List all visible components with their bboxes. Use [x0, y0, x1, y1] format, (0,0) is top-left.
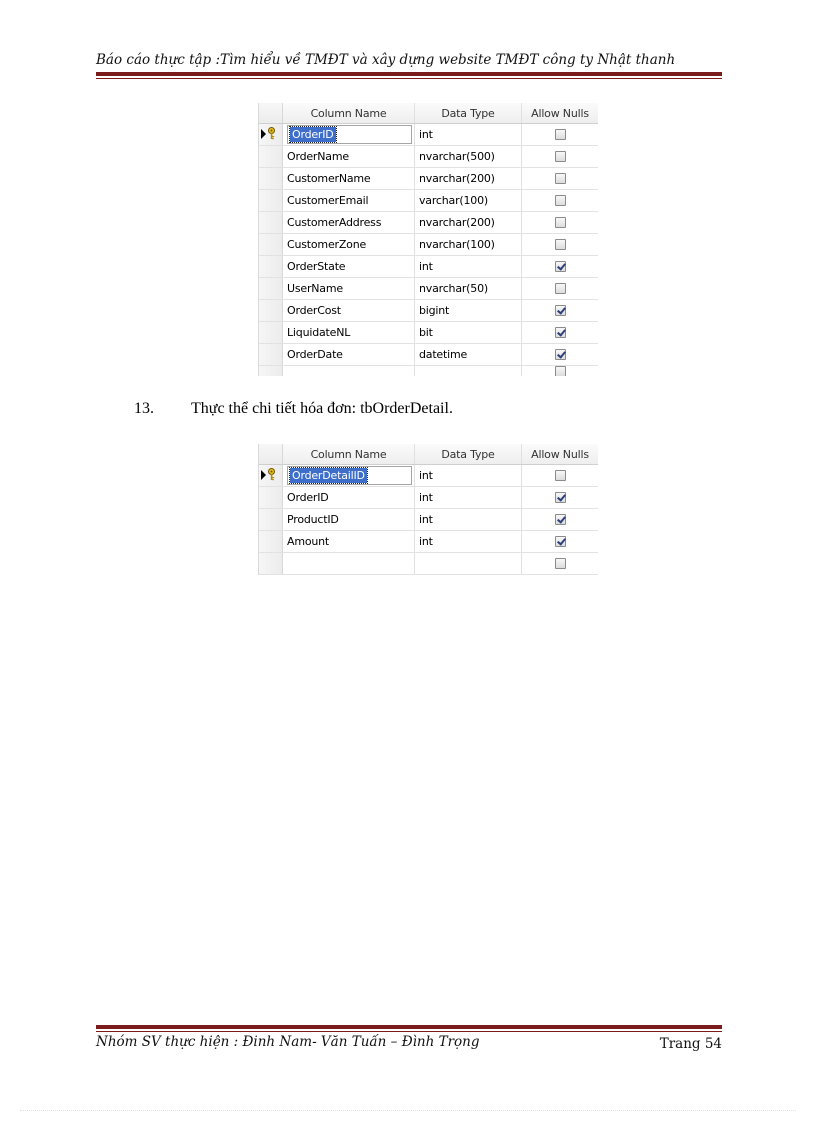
- column-name-text: Amount: [287, 535, 330, 548]
- allow-nulls-header[interactable]: Allow Nulls: [531, 106, 589, 120]
- data-type-cell[interactable]: varchar(100): [415, 190, 522, 211]
- table-row[interactable]: [259, 322, 598, 344]
- column-name-text: OrderName: [287, 150, 349, 163]
- table-row[interactable]: [259, 531, 598, 553]
- table-row[interactable]: [259, 256, 598, 278]
- data-type-header[interactable]: Data Type: [415, 103, 522, 123]
- column-name-text: ProductID: [287, 513, 339, 526]
- row-selector[interactable]: [259, 124, 283, 145]
- data-type-cell[interactable]: nvarchar(500): [415, 146, 522, 167]
- allow-nulls-checkbox[interactable]: [555, 305, 566, 316]
- column-name-cell[interactable]: [287, 322, 414, 343]
- allow-nulls-checkbox[interactable]: [555, 217, 566, 228]
- allow-nulls-checkbox[interactable]: [555, 129, 566, 140]
- column-name-cell[interactable]: [287, 256, 414, 277]
- data-type-cell[interactable]: int: [415, 124, 522, 145]
- column-name-header[interactable]: Column Name: [283, 103, 415, 123]
- data-type-cell[interactable]: int: [415, 487, 522, 508]
- data-type-cell[interactable]: nvarchar(100): [415, 234, 522, 255]
- allow-nulls-checkbox[interactable]: [555, 558, 566, 569]
- column-name-cell[interactable]: [287, 146, 414, 167]
- allow-nulls-header[interactable]: Allow Nulls: [531, 447, 589, 461]
- grid-header: [259, 444, 598, 465]
- table-row[interactable]: [259, 300, 598, 322]
- data-type-cell[interactable]: bigint: [415, 300, 522, 321]
- allow-nulls-checkbox[interactable]: [555, 173, 566, 184]
- data-type-cell[interactable]: nvarchar(200): [415, 168, 522, 189]
- allow-nulls-checkbox[interactable]: [555, 366, 566, 376]
- column-name-cell[interactable]: [287, 168, 414, 189]
- section-number: 13.: [134, 400, 154, 417]
- table-row[interactable]: [259, 212, 598, 234]
- data-type-cell[interactable]: int: [415, 509, 522, 530]
- column-name-text: OrderID: [287, 491, 329, 504]
- row-selector[interactable]: [259, 146, 283, 167]
- row-selector[interactable]: [259, 168, 283, 189]
- column-name-cell[interactable]: [287, 531, 414, 552]
- column-name-text: LiquidateNL: [287, 326, 351, 339]
- column-name-cell[interactable]: [287, 300, 414, 321]
- empty-row[interactable]: [259, 553, 598, 575]
- column-name-text: OrderDate: [287, 348, 343, 361]
- allow-nulls-checkbox[interactable]: [555, 349, 566, 360]
- allow-nulls-checkbox[interactable]: [555, 239, 566, 250]
- section-text: Thực thể chi tiết hóa đơn: tbOrderDetail.: [191, 400, 453, 417]
- row-selector[interactable]: [259, 322, 283, 343]
- row-selector[interactable]: [259, 256, 283, 277]
- page-header-title: Báo cáo thực tập :Tìm hiểu về TMĐT và xây dựng website TMĐT công ty Nhật thanh: [96, 52, 676, 68]
- table-row[interactable]: [259, 190, 598, 212]
- row-selector[interactable]: [259, 531, 283, 552]
- row-selector[interactable]: [259, 234, 283, 255]
- orders-rows: [259, 124, 598, 366]
- data-type-cell[interactable]: datetime: [415, 344, 522, 365]
- column-name-text: CustomerAddress: [287, 216, 382, 229]
- footer-authors: Nhóm SV thực hiện : Đinh Nam- Văn Tuấn – Đình Trọng: [96, 1034, 480, 1050]
- table-row[interactable]: [259, 146, 598, 168]
- footer-rule: [96, 1025, 722, 1032]
- data-type-cell[interactable]: int: [415, 256, 522, 277]
- allow-nulls-checkbox[interactable]: [555, 470, 566, 481]
- allow-nulls-checkbox[interactable]: [555, 261, 566, 272]
- data-type-cell[interactable]: int: [415, 465, 522, 486]
- data-type-cell[interactable]: int: [415, 531, 522, 552]
- column-name-cell[interactable]: [287, 487, 414, 508]
- data-type-cell[interactable]: bit: [415, 322, 522, 343]
- allow-nulls-checkbox[interactable]: [555, 151, 566, 162]
- table-row[interactable]: [259, 278, 598, 300]
- data-type-cell[interactable]: nvarchar(200): [415, 212, 522, 233]
- data-type-header[interactable]: Data Type: [415, 444, 522, 464]
- column-name-text: CustomerEmail: [287, 194, 369, 207]
- allow-nulls-checkbox[interactable]: [555, 514, 566, 525]
- row-selector[interactable]: [259, 300, 283, 321]
- order-detail-rows: [259, 465, 598, 553]
- table-row[interactable]: [259, 487, 598, 509]
- allow-nulls-checkbox[interactable]: [555, 283, 566, 294]
- row-selector[interactable]: [259, 465, 283, 486]
- table-row[interactable]: [259, 465, 598, 487]
- table-row[interactable]: [259, 168, 598, 190]
- column-name-cell[interactable]: [287, 344, 414, 365]
- column-name-cell[interactable]: [287, 278, 414, 299]
- row-selector[interactable]: [259, 278, 283, 299]
- table-row[interactable]: [259, 234, 598, 256]
- primary-key-icon: [261, 468, 276, 481]
- data-type-cell[interactable]: nvarchar(50): [415, 278, 522, 299]
- column-name-cell[interactable]: [287, 125, 412, 144]
- row-selector[interactable]: [259, 487, 283, 508]
- page-edge: [20, 1110, 796, 1111]
- column-name-text: OrderDetailID: [292, 469, 365, 482]
- section-heading: [134, 400, 453, 418]
- allow-nulls-checkbox[interactable]: [555, 536, 566, 547]
- column-name-cell[interactable]: [287, 234, 414, 255]
- allow-nulls-checkbox[interactable]: [555, 492, 566, 503]
- column-name-cell[interactable]: [287, 509, 414, 530]
- row-selector[interactable]: [259, 509, 283, 530]
- column-name-text: OrderID: [292, 128, 334, 141]
- column-name-text: OrderCost: [287, 304, 341, 317]
- column-name-text: CustomerName: [287, 172, 371, 185]
- row-selector[interactable]: [259, 212, 283, 233]
- column-name-cell[interactable]: [287, 212, 414, 233]
- column-name-header[interactable]: Column Name: [283, 444, 415, 464]
- table-row[interactable]: [259, 344, 598, 366]
- header-rule: [96, 72, 722, 79]
- column-name-text: CustomerZone: [287, 238, 367, 251]
- allow-nulls-checkbox[interactable]: [555, 195, 566, 206]
- table-row[interactable]: [259, 509, 598, 531]
- page-number: Trang 54: [659, 1036, 722, 1052]
- column-name-cell[interactable]: [287, 466, 412, 485]
- table-row[interactable]: [259, 124, 598, 146]
- column-name-text: UserName: [287, 282, 343, 295]
- column-name-text: OrderState: [287, 260, 346, 273]
- grid-header: [259, 103, 598, 124]
- allow-nulls-checkbox[interactable]: [555, 327, 566, 338]
- row-selector[interactable]: [259, 190, 283, 211]
- column-name-cell[interactable]: [287, 190, 414, 211]
- order-detail-table-grid: [258, 444, 598, 575]
- primary-key-icon: [261, 127, 276, 140]
- orders-table-grid: [258, 103, 598, 376]
- empty-row[interactable]: [259, 366, 598, 376]
- row-selector[interactable]: [259, 344, 283, 365]
